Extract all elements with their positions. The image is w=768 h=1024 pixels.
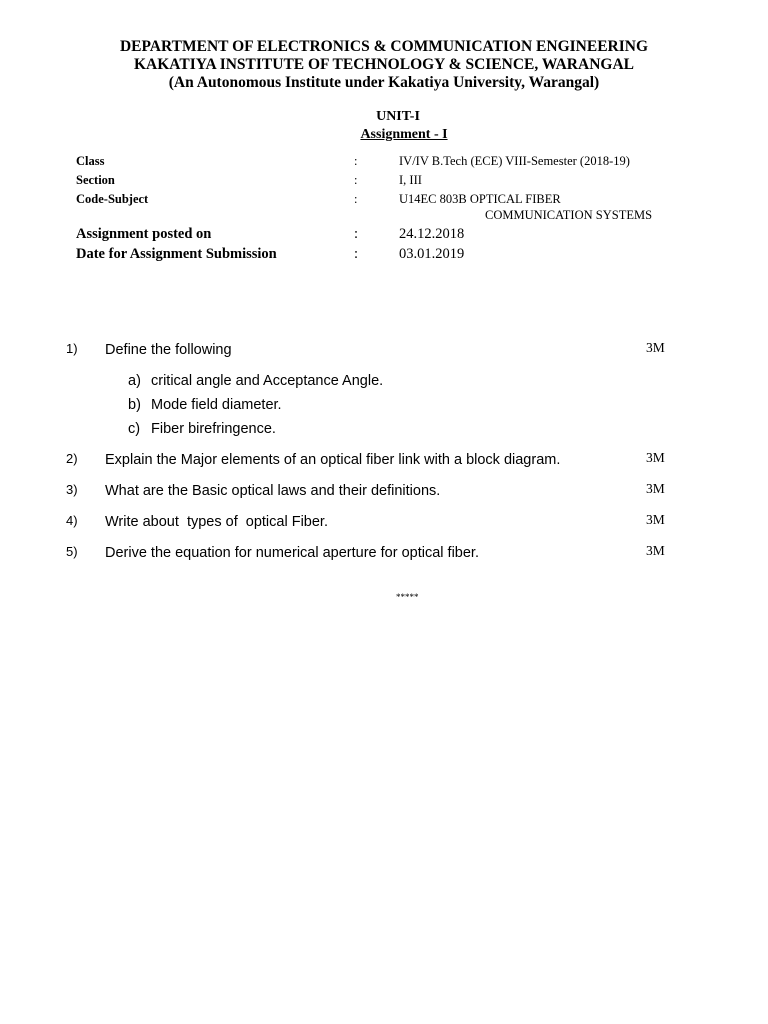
subpart-text: Fiber birefringence. — [151, 421, 276, 437]
end-marker: ***** — [396, 592, 419, 602]
info-colon: : — [354, 173, 358, 187]
institute-title: KAKATIYA INSTITUTE OF TECHNOLOGY & SCIENCE, WARANGAL — [134, 56, 634, 73]
info-value-class: IV/IV B.Tech (ECE) VIII-Semester (2018-19) — [399, 154, 630, 168]
info-value-code-subject-line2: COMMUNICATION SYSTEMS — [485, 208, 653, 222]
subpart-text: critical angle and Acceptance Angle. — [151, 373, 384, 389]
question-marks: 3M — [646, 450, 665, 465]
question-text: What are the Basic optical laws and their definitions. — [105, 483, 441, 499]
subpart-text: Mode field diameter. — [151, 397, 282, 413]
question-marks: 3M — [646, 481, 665, 496]
question-number: 4) — [66, 513, 78, 528]
info-colon: : — [354, 154, 358, 168]
info-value-code-subject: U14EC 803B OPTICAL FIBER — [399, 192, 561, 206]
question-text: Explain the Major elements of an optical fiber link with a block diagram. — [105, 452, 561, 468]
info-colon: : — [354, 246, 359, 262]
info-colon: : — [354, 192, 358, 206]
question-number: 2) — [66, 451, 78, 466]
question-marks: 3M — [646, 512, 665, 527]
info-colon: : — [354, 226, 359, 242]
subpart-letter: c) — [128, 421, 141, 437]
question-text: Write about types of optical Fiber. — [105, 514, 328, 530]
subpart-letter: a) — [128, 373, 141, 389]
info-label-class: Class — [76, 154, 105, 168]
question-text: Define the following — [105, 342, 232, 358]
question-text: Derive the equation for numerical aperture for optical fiber. — [105, 545, 479, 561]
assignment-heading: Assignment - I — [360, 127, 448, 142]
question-number: 5) — [66, 544, 78, 559]
info-value-posted-on: 24.12.2018 — [399, 226, 465, 242]
question-number: 3) — [66, 482, 78, 497]
subpart-letter: b) — [128, 397, 141, 413]
question-marks: 3M — [646, 543, 665, 558]
unit-heading: UNIT-I — [376, 109, 420, 124]
info-label-section: Section — [76, 173, 115, 187]
question-number: 1) — [66, 341, 78, 356]
institute-subtitle: (An Autonomous Institute under Kakatiya University, Warangal) — [168, 74, 600, 91]
info-value-section: I, III — [399, 173, 422, 187]
question-marks: 3M — [646, 340, 665, 355]
department-title: DEPARTMENT OF ELECTRONICS & COMMUNICATION ENGINEERING — [119, 38, 649, 55]
info-value-submission-date: 03.01.2019 — [399, 246, 465, 262]
info-label-posted-on: Assignment posted on — [76, 226, 212, 242]
info-label-submission-date: Date for Assignment Submission — [76, 246, 277, 262]
info-label-code-subject: Code-Subject — [76, 192, 149, 206]
